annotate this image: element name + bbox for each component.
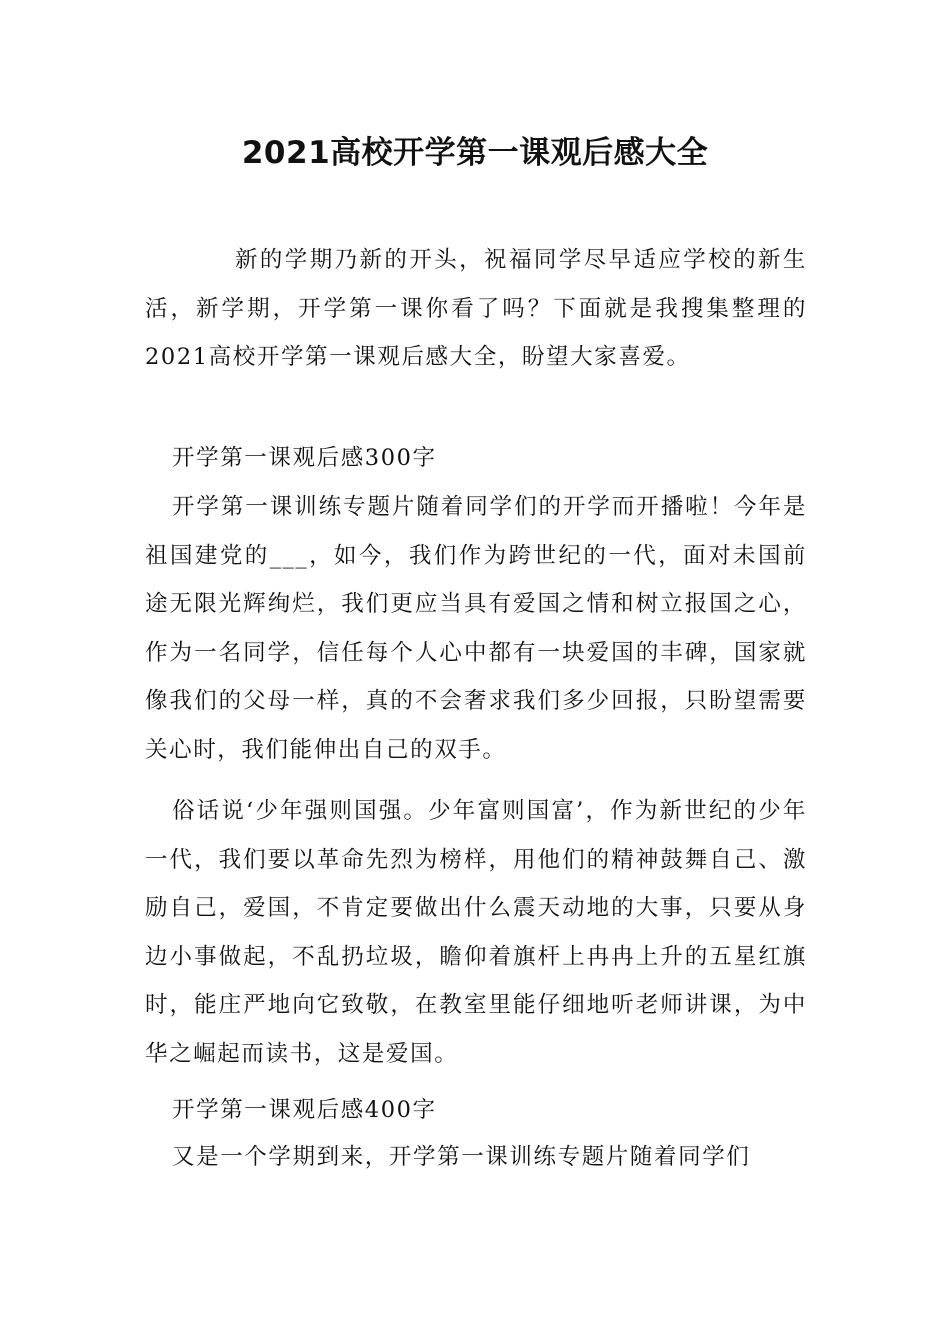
- paragraph-300-1: 开学第一课训练专题片随着同学们的开学而开播啦！今年是祖国建党的___，如今，我们作为跨世纪的一代，面对未国前途无限光辉绚烂，我们更应当具有爱国之情和树立报国之心，作为一名同学，信任每个人心中都有一块爱国的丰碑，国家就像我们的父母一样，真的不会奢求我们多少回报，只盼望需要关心时，我们能伸出自己的双手。: [145, 494, 807, 763]
- paragraph-300-2: 俗话说‘少年强则国强。少年富则国富’，作为新世纪的少年一代，我们要以革命先烈为榜样，用他们的精神鼓舞自己、激励自己，爱国，不肯定要做出什么震天动地的大事，只要从身边小事做起，不乱扔垃圾，瞻仰着旗杆上冉冉上升的五星红旗时，能庄严地向它致敬，在教室里能仔细地听老师讲课，为中华之崛起而读书，这是爱国。: [145, 798, 807, 1067]
- section-heading-300: 开学第一课观后感300字: [172, 445, 437, 471]
- section-heading-400: 开学第一课观后感400字: [172, 1097, 437, 1123]
- document-title: 2021高校开学第一课观后感大全: [241, 135, 709, 171]
- intro-paragraph: 新的学期乃新的开头，祝福同学尽早适应学校的新生活，新学期，开学第一课你看了吗？下面就是我搜集整理的2021高校开学第一课观后感大全，盼望大家喜爱。: [145, 247, 807, 370]
- paragraph-400-1: 又是一个学期到来，开学第一课训练专题片随着同学们: [172, 1144, 751, 1170]
